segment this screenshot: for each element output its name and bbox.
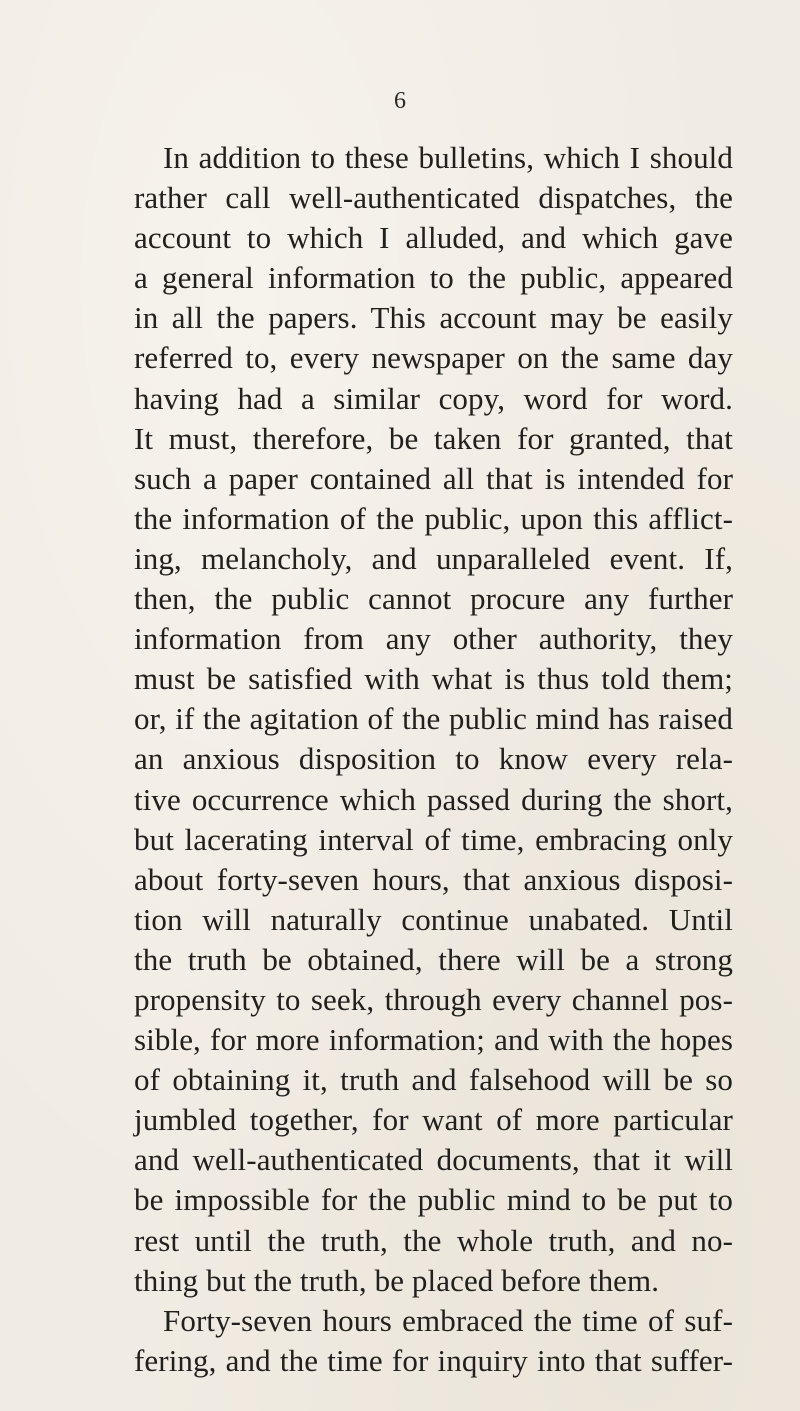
text-line: such a paper contained all that is intended for: [134, 460, 733, 496]
text-line: or, if the agitation of the public mind has raised: [134, 701, 733, 737]
text-line: tive occurrence which passed during the short,: [134, 781, 733, 817]
text-line: account to which I alluded, and which gave: [134, 220, 733, 256]
text-line: rest until the truth, the whole truth, and no-: [134, 1222, 733, 1258]
text-line: of obtaining it, truth and falsehood will be so: [134, 1062, 733, 1098]
text-line: a general information to the public, appeared: [134, 260, 733, 296]
text-line: Forty-seven hours embraced the time of suf-: [163, 1302, 733, 1338]
text-line: be impossible for the public mind to be put to: [134, 1182, 733, 1218]
text-line: fering, and the time for inquiry into that suffer-: [134, 1342, 733, 1378]
text-line: sible, for more information; and with the hopes: [134, 1022, 733, 1058]
text-line: the information of the public, upon this afflict-: [134, 500, 733, 536]
text-line: rather call well-authenticated dispatches, the: [134, 180, 733, 216]
text-line: and well-authenticated documents, that it will: [134, 1142, 733, 1178]
text-line: In addition to these bulletins, which I should: [163, 140, 733, 175]
text-line: ing, melancholy, and unparalleled event. If,: [134, 540, 733, 576]
text-line: information from any other authority, they: [134, 621, 733, 657]
text-line: having had a similar copy, word for word.: [134, 380, 733, 416]
text-line: then, the public cannot procure any further: [134, 581, 733, 617]
page-number: 6: [394, 88, 406, 114]
text-line: an anxious disposition to know every rela-: [134, 741, 733, 777]
text-line: must be satisfied with what is thus told them;: [134, 661, 733, 697]
body-text: [134, 138, 733, 1381]
text-line: about forty-seven hours, that anxious disposi-: [134, 861, 733, 897]
text-line: It must, therefore, be taken for granted, that: [134, 420, 733, 456]
text-line: the truth be obtained, there will be a strong: [134, 941, 733, 977]
text-line: in all the papers. This account may be easily: [134, 300, 733, 336]
text-line: referred to, every newspaper on the same day: [134, 340, 733, 376]
text-line: thing but the truth, be placed before them.: [134, 1262, 660, 1298]
text-line: jumbled together, for want of more particular: [134, 1102, 733, 1138]
text-line: but lacerating interval of time, embracing only: [134, 821, 733, 857]
text-line: propensity to seek, through every channel pos-: [134, 981, 733, 1017]
text-line: tion will naturally continue unabated. Until: [134, 901, 733, 937]
